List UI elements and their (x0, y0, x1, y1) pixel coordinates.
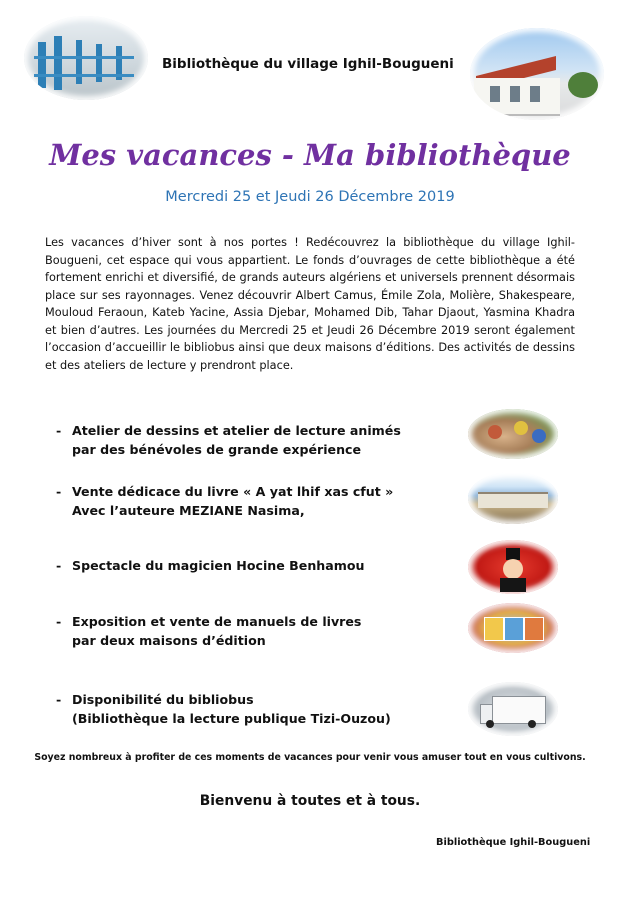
library-building-photo (470, 28, 604, 120)
bullet-dash: - (56, 614, 62, 629)
book-signing-photo (468, 472, 558, 524)
magician-photo (468, 540, 558, 594)
signature: Bibliothèque Ighil-Bougueni (436, 837, 591, 848)
activity-line: Disponibilité du bibliobus (72, 692, 254, 707)
activity-item-book-signing (56, 482, 416, 520)
activity-item-workshop (56, 421, 416, 459)
activity-line: Avec l’auteure MEZIANE Nasima, (72, 503, 305, 518)
bullet-dash: - (56, 692, 62, 707)
activity-line: (Bibliothèque la lecture publique Tizi-Ouzou) (72, 711, 391, 726)
activity-line: Spectacle du magicien Hocine Benhamou (72, 558, 365, 573)
intro-paragraph: Les vacances d’hiver sont à nos portes ! Redécouvrez la bibliothèque du village Ighil-Bougueni, cet espace qui vous appartient. Le fonds d’ouvrages de cette bibliothèque a été fortement enrichi et diversifié, de grands auteurs algériens et universels prennent désormais place sur ses rayonnages. Venez découvrir Albert Camus, Émile Zola, Molière, Shakespeare, Mouloud Feraoun, Kateb Yacine, Assia Djebar, Mohamed Dib, Tahar Djaout, Yasmina Khadra et bien d’autres. Les journées du Mercredi 25 et Jeudi 26 Décembre 2019 seront également l’occasion d’accueillir le bibliobus ainsi que deux maisons d’éditions. Des activités de dessins et des ateliers de lecture y prendront place. (45, 236, 575, 372)
activity-item-magician (56, 556, 416, 575)
library-name: Bibliothèque du village Ighil-Bougueni (162, 56, 454, 72)
activity-line: par deux maisons d’édition (72, 633, 266, 648)
activity-item-exhibition (56, 612, 416, 650)
event-date: Mercredi 25 et Jeudi 26 Décembre 2019 (165, 189, 455, 205)
bullet-dash: - (56, 484, 62, 499)
bullet-dash: - (56, 423, 62, 438)
activity-line: par des bénévoles de grande expérience (72, 442, 362, 457)
bullet-dash: - (56, 558, 62, 573)
activity-item-bibliobus (56, 690, 416, 728)
page-title: Mes vacances - Ma bibliothèque (49, 138, 571, 172)
books-exhibition-photo (468, 603, 558, 653)
activity-line: Vente dédicace du livre « A yat lhif xas cfut » (72, 484, 394, 499)
activity-line: Exposition et vente de manuels de livres (72, 614, 362, 629)
activity-line: Atelier de dessins et atelier de lecture animés (72, 423, 401, 438)
drawing-workshop-photo (468, 409, 558, 459)
bibliobus-photo (468, 682, 558, 736)
library-shelves-photo (24, 16, 148, 100)
closing-note: Soyez nombreux à profiter de ces moments de vacances pour venir vous amuser tout en vous cultivons. (34, 752, 586, 763)
welcome-message: Bienvenu à toutes et à tous. (199, 793, 421, 809)
